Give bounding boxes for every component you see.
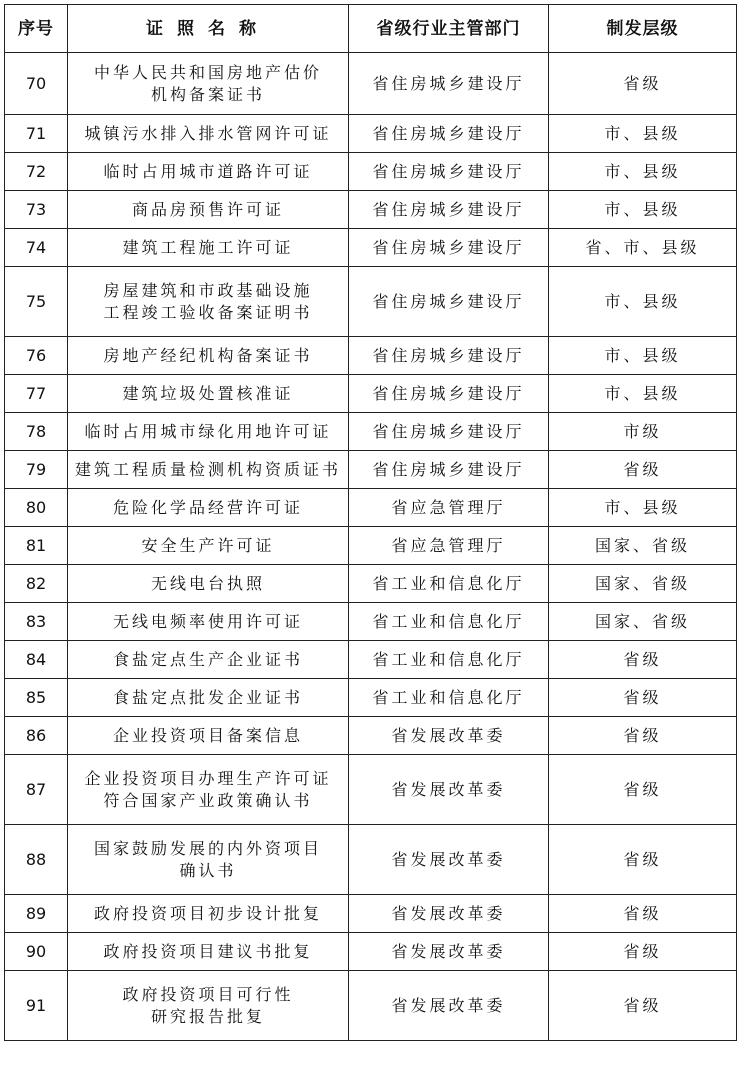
row-number: 89 — [5, 895, 68, 933]
table-row — [5, 971, 737, 1041]
issuing-level: 省、市、县级 — [549, 229, 737, 267]
row-number: 73 — [5, 191, 68, 229]
table-row — [5, 755, 737, 825]
certificate-name-line: 建筑工程质量检测机构资质证书 — [74, 459, 341, 479]
certificate-name-line: 符合国家产业政策确认书 — [103, 790, 313, 810]
department: 省工业和信息化厅 — [349, 641, 549, 679]
certificate-name-line: 临时占用城市绿化用地许可证 — [84, 421, 332, 441]
certificate-name — [68, 717, 349, 755]
table-row — [5, 375, 737, 413]
header-no: 序号 — [5, 5, 68, 53]
table-header-row — [5, 5, 737, 53]
department: 省住房城乡建设厅 — [349, 267, 549, 337]
table-row — [5, 267, 737, 337]
certificate-name — [68, 679, 349, 717]
department: 省发展改革委 — [349, 933, 549, 971]
issuing-level: 市级 — [549, 413, 737, 451]
certificate-name-line: 安全生产许可证 — [141, 535, 275, 555]
certificate-name-line: 建筑工程施工许可证 — [122, 237, 294, 257]
certificate-name-line: 无线电频率使用许可证 — [112, 611, 303, 631]
issuing-level: 市、县级 — [549, 267, 737, 337]
certificate-table — [4, 4, 737, 1041]
department: 省住房城乡建设厅 — [349, 413, 549, 451]
header-level: 制发层级 — [549, 5, 737, 53]
row-number: 86 — [5, 717, 68, 755]
department: 省住房城乡建设厅 — [349, 229, 549, 267]
department: 省发展改革委 — [349, 895, 549, 933]
department: 省住房城乡建设厅 — [349, 153, 549, 191]
certificate-name-line: 政府投资项目建议书批复 — [103, 941, 313, 961]
table-row — [5, 679, 737, 717]
certificate-name — [68, 267, 349, 337]
table-row — [5, 895, 737, 933]
row-number: 88 — [5, 825, 68, 895]
certificate-name-line: 食盐定点生产企业证书 — [112, 649, 303, 669]
department: 省住房城乡建设厅 — [349, 337, 549, 375]
issuing-level: 省级 — [549, 755, 737, 825]
department: 省发展改革委 — [349, 755, 549, 825]
table-row — [5, 337, 737, 375]
table-row — [5, 451, 737, 489]
row-number: 75 — [5, 267, 68, 337]
certificate-name-line: 房屋建筑和市政基础设施 — [103, 280, 313, 300]
row-number: 90 — [5, 933, 68, 971]
certificate-name-line: 建筑垃圾处置核准证 — [122, 383, 294, 403]
table-row — [5, 527, 737, 565]
table-row — [5, 53, 737, 115]
issuing-level: 省级 — [549, 717, 737, 755]
certificate-name — [68, 565, 349, 603]
table-row — [5, 191, 737, 229]
certificate-name-line: 企业投资项目备案信息 — [112, 725, 303, 745]
department: 省住房城乡建设厅 — [349, 53, 549, 115]
department: 省应急管理厅 — [349, 489, 549, 527]
department: 省应急管理厅 — [349, 527, 549, 565]
issuing-level: 市、县级 — [549, 115, 737, 153]
issuing-level: 省级 — [549, 895, 737, 933]
certificate-name — [68, 895, 349, 933]
certificate-name-line: 企业投资项目办理生产许可证 — [84, 768, 332, 788]
certificate-name-line: 危险化学品经营许可证 — [112, 497, 303, 517]
certificate-name-line: 国家鼓励发展的内外资项目 — [93, 838, 322, 858]
row-number: 82 — [5, 565, 68, 603]
certificate-name-line: 确认书 — [179, 860, 237, 880]
table-body — [5, 53, 737, 1041]
department: 省发展改革委 — [349, 825, 549, 895]
department: 省工业和信息化厅 — [349, 565, 549, 603]
issuing-level: 省级 — [549, 641, 737, 679]
department: 省住房城乡建设厅 — [349, 191, 549, 229]
certificate-name-line: 政府投资项目初步设计批复 — [93, 903, 322, 923]
table-row — [5, 413, 737, 451]
certificate-name-line: 无线电台执照 — [150, 573, 265, 593]
issuing-level: 省级 — [549, 53, 737, 115]
issuing-level: 省级 — [549, 825, 737, 895]
table-row — [5, 717, 737, 755]
certificate-name — [68, 375, 349, 413]
row-number: 85 — [5, 679, 68, 717]
certificate-name — [68, 971, 349, 1041]
table-row — [5, 641, 737, 679]
row-number: 77 — [5, 375, 68, 413]
department: 省住房城乡建设厅 — [349, 375, 549, 413]
certificate-name-line: 临时占用城市道路许可证 — [103, 161, 313, 181]
certificate-name — [68, 825, 349, 895]
issuing-level: 市、县级 — [549, 375, 737, 413]
issuing-level: 省级 — [549, 971, 737, 1041]
certificate-name-line: 工程竣工验收备案证明书 — [103, 302, 313, 322]
certificate-name-line: 中华人民共和国房地产估价 — [93, 62, 322, 82]
certificate-table-container — [4, 4, 736, 1041]
certificate-name-line: 机构备案证书 — [150, 84, 265, 104]
row-number: 78 — [5, 413, 68, 451]
row-number: 91 — [5, 971, 68, 1041]
issuing-level: 省级 — [549, 933, 737, 971]
issuing-level: 国家、省级 — [549, 603, 737, 641]
issuing-level: 国家、省级 — [549, 527, 737, 565]
certificate-name — [68, 229, 349, 267]
issuing-level: 省级 — [549, 679, 737, 717]
certificate-name — [68, 451, 349, 489]
table-row — [5, 229, 737, 267]
row-number: 72 — [5, 153, 68, 191]
row-number: 70 — [5, 53, 68, 115]
certificate-name — [68, 755, 349, 825]
certificate-name — [68, 337, 349, 375]
table-row — [5, 153, 737, 191]
certificate-name — [68, 933, 349, 971]
issuing-level: 省级 — [549, 451, 737, 489]
row-number: 79 — [5, 451, 68, 489]
issuing-level: 市、县级 — [549, 489, 737, 527]
row-number: 74 — [5, 229, 68, 267]
certificate-name-line: 商品房预售许可证 — [131, 199, 284, 219]
row-number: 81 — [5, 527, 68, 565]
table-row — [5, 933, 737, 971]
table-row — [5, 825, 737, 895]
certificate-name-line: 房地产经纪机构备案证书 — [103, 345, 313, 365]
certificate-name — [68, 489, 349, 527]
certificate-name — [68, 527, 349, 565]
department: 省工业和信息化厅 — [349, 679, 549, 717]
issuing-level: 市、县级 — [549, 191, 737, 229]
certificate-name-line: 食盐定点批发企业证书 — [112, 687, 303, 707]
certificate-name-line: 研究报告批复 — [150, 1006, 265, 1026]
certificate-name — [68, 413, 349, 451]
department: 省工业和信息化厅 — [349, 603, 549, 641]
certificate-name-line: 城镇污水排入排水管网许可证 — [84, 123, 332, 143]
department: 省住房城乡建设厅 — [349, 115, 549, 153]
table-row — [5, 115, 737, 153]
certificate-name — [68, 115, 349, 153]
header-name: 证照名称 — [68, 5, 349, 53]
certificate-name — [68, 191, 349, 229]
row-number: 76 — [5, 337, 68, 375]
issuing-level: 市、县级 — [549, 337, 737, 375]
certificate-name — [68, 153, 349, 191]
department: 省发展改革委 — [349, 971, 549, 1041]
table-row — [5, 603, 737, 641]
header-dept: 省级行业主管部门 — [349, 5, 549, 53]
issuing-level: 市、县级 — [549, 153, 737, 191]
certificate-name — [68, 641, 349, 679]
department: 省发展改革委 — [349, 717, 549, 755]
row-number: 80 — [5, 489, 68, 527]
issuing-level: 国家、省级 — [549, 565, 737, 603]
row-number: 84 — [5, 641, 68, 679]
row-number: 87 — [5, 755, 68, 825]
certificate-name — [68, 603, 349, 641]
certificate-name-line: 政府投资项目可行性 — [122, 984, 294, 1004]
row-number: 83 — [5, 603, 68, 641]
table-row — [5, 489, 737, 527]
certificate-name — [68, 53, 349, 115]
department: 省住房城乡建设厅 — [349, 451, 549, 489]
table-row — [5, 565, 737, 603]
row-number: 71 — [5, 115, 68, 153]
